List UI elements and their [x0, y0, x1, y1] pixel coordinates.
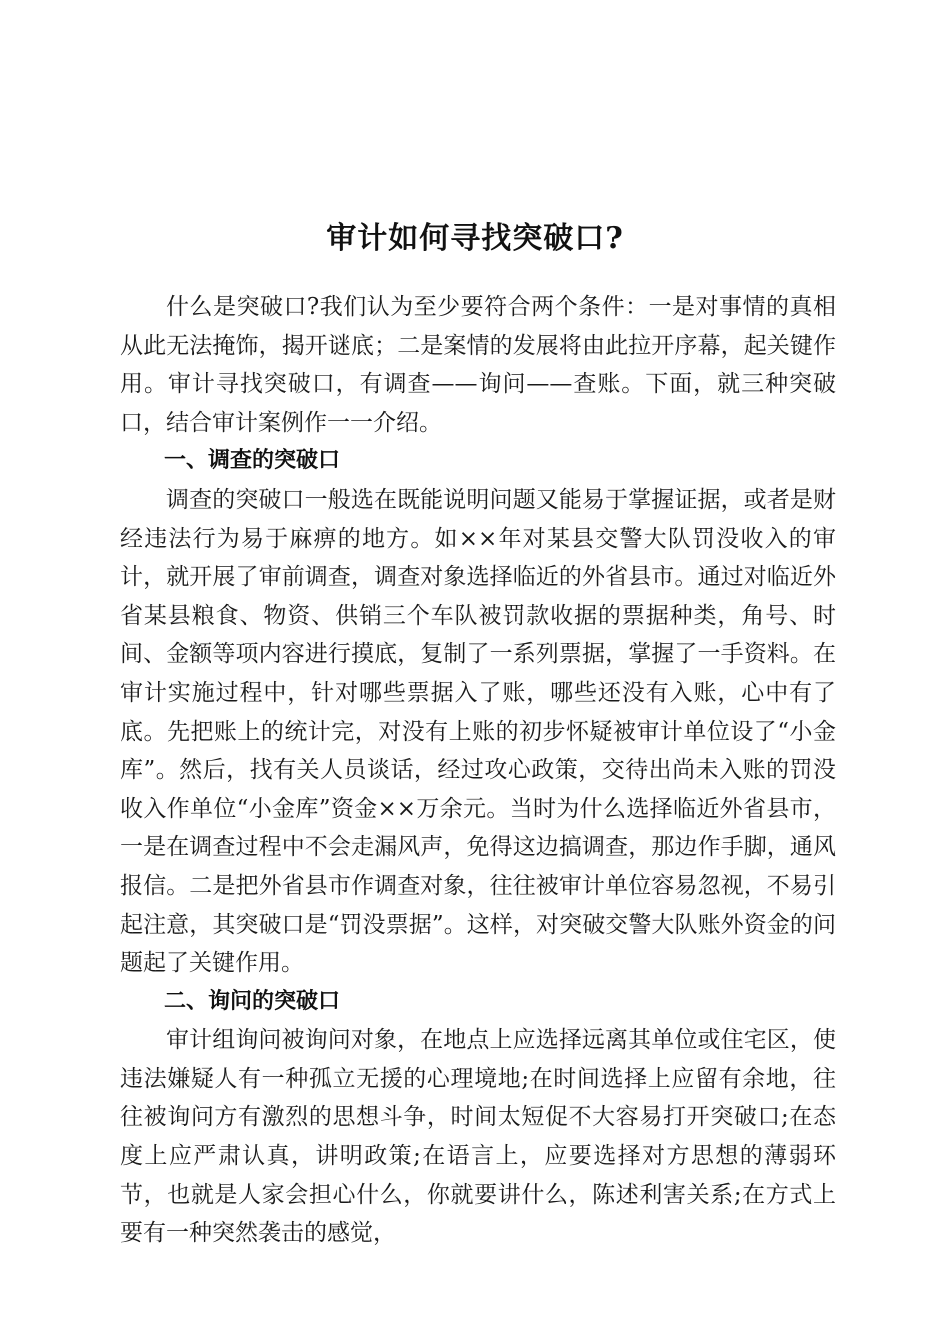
intro-paragraph: 什么是突破口?我们认为至少要符合两个条件：一是对事情的真相从此无法掩饰，揭开谜底；二是案情的发展将由此拉开序幕，起关键作用。审计寻找突破口，有调查——询问——查账。下面，就三种突破口，结合审计案例作一一介绍。 [120, 294, 836, 436]
investigation-paragraph: 调查的突破口一般选在既能说明问题又能易于掌握证据，或者是财经违法行为易于麻痹的地方。如××年对某县交警大队罚没收入的审计，就开展了审前调查，调查对象选择临近的外省县市。通过对临近外省某县粮食、物资、供销三个车队被罚款收据的票据种类，角号、时间、金额等项内容进行摸底，复制了一系列票据，掌握了一手资料。在审计实施过程中，针对哪些票据入了账，哪些还没有入账，心中有了底。先把账上的统计完，对没有上账的初步怀疑被审计单位设了“小金库”。然后，找有关人员谈话，经过攻心政策，交待出尚未入账的罚没收入作单位“小金库”资金××万余元。当时为什么选择临近外省县市，一是在调查过程中不会走漏风声，免得这边搞调查，那边作手脚，通风报信。二是把外省县市作调查对象，往往被审计单位容易忽视，不易引起注意，其突破口是“罚没票据”。这样，对突破交警大队账外资金的问题起了关键作用。 [120, 486, 836, 977]
document-title: 审计如何寻找突破口? [326, 221, 624, 257]
section-heading-inquiry: 二、询问的突破口 [164, 988, 341, 1014]
inquiry-paragraph: 审计组询问被询问对象，在地点上应选择远离其单位或住宅区，使违法嫌疑人有一种孤立无援的心理境地;在时间选择上应留有余地，往往被询问方有激烈的思想斗争，时间太短促不大容易打开突破口;在态度上应严肃认真，讲明政策;在语言上，应要选择对方思想的薄弱环节，也就是人家会担心什么，你就要讲什么，陈述利害关系;在方式上要有一种突然袭击的感觉， [120, 1027, 836, 1247]
document-body [120, 288, 836, 1253]
section-heading-investigation: 一、调查的突破口 [164, 448, 341, 474]
